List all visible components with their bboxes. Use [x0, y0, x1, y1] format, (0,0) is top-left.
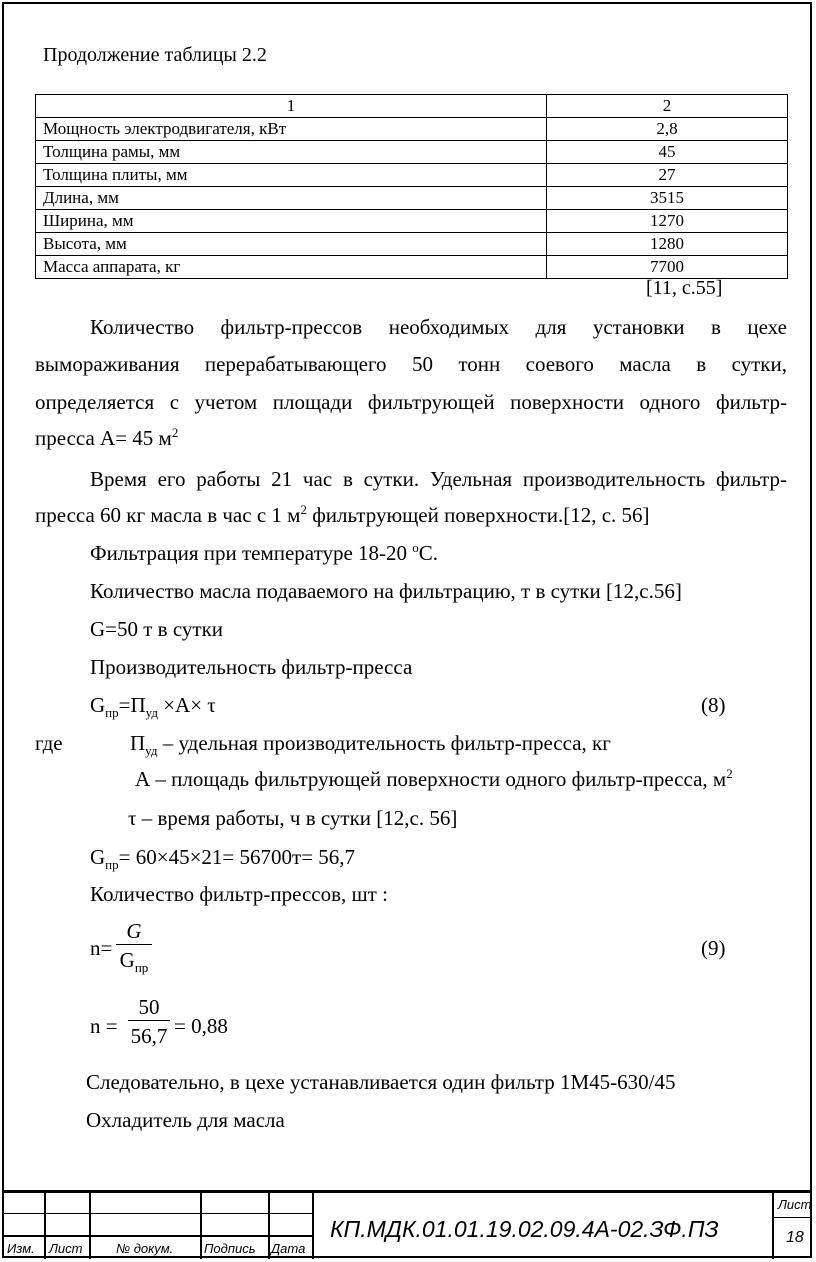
where-label: где	[35, 731, 63, 755]
document-code: КП.МДК.01.01.19.02.09.4А-02.ЗФ.ПЗ	[330, 1216, 719, 1242]
table-cell: 3515	[547, 187, 788, 210]
calc-2-fraction	[128, 994, 170, 1051]
table-header-cell: 1	[36, 95, 547, 118]
stamp-divider	[268, 1193, 270, 1259]
g-value-line: G=50 т в сутки	[90, 617, 224, 641]
where-item: $П_{уд}$ – удельная производительность фильтр-пресса, кг	[130, 731, 611, 759]
table-cell: Толщина плиты, мм	[36, 164, 547, 187]
title-block	[2, 1190, 812, 1261]
table-cell: 2,8	[547, 118, 788, 141]
table-cell: 45	[547, 141, 788, 164]
stamp-row-line	[772, 1217, 812, 1218]
stamp-row-line	[2, 1213, 312, 1214]
sheet-label: Лист	[778, 1197, 812, 1212]
oil-amount-line: Количество масла подаваемого на фильтрацию, т в сутки [12,с.56]	[90, 579, 682, 603]
table-cell: 1270	[547, 210, 788, 233]
stamp-label-change: Изм.	[7, 1241, 35, 1256]
paragraph-line: вымораживания перерабатывающего 50 тонн соевого масла в сутки,	[35, 352, 787, 376]
stamp-divider	[44, 1193, 46, 1259]
formula-9-lhs: n=	[90, 936, 113, 960]
table-cell: Высота, мм	[36, 233, 547, 256]
table-row	[36, 187, 788, 210]
paragraph-line: пресса А= 45 $м^2$	[35, 425, 179, 450]
where-item: А – площадь фильтрующей поверхности одного фильтр-пресса, $м^2$	[135, 766, 733, 791]
table-cell: Длина, мм	[36, 187, 547, 210]
sheet-number: 18	[786, 1229, 804, 1246]
stamp-label-sheet: Лист	[49, 1241, 83, 1256]
stamp-divider	[312, 1193, 314, 1259]
paragraph-line: определяется с учетом площади фильтрующей поверхности одного фильтр-	[35, 390, 787, 414]
table-cell: 27	[547, 164, 788, 187]
table-row	[36, 141, 788, 164]
table-cell: Толщина рамы, мм	[36, 141, 547, 164]
calc-1: $G_{пр}= 60\times 45\times 21= 56700т= 56,7$	[90, 845, 356, 873]
table-caption: Продолжение таблицы 2.2	[43, 44, 267, 66]
stamp-label-doc-number: № докум.	[116, 1241, 174, 1256]
productivity-label: Производительность фильтр-пресса	[90, 655, 413, 679]
calc-2-result: = 0,88	[174, 1014, 228, 1038]
paragraph-line: пресса 60 кг масла в час с 1 $м^2$ фильтрующей поверхности.[12, с. 56]	[35, 502, 650, 527]
stamp-divider	[772, 1193, 774, 1259]
fraction-numerator: G	[116, 918, 152, 945]
filtration-line: Фильтрация при температуре 18-20 $^о$С.	[90, 540, 439, 565]
stamp-row-line	[2, 1235, 312, 1237]
table-cell: Ширина, мм	[36, 210, 547, 233]
fraction-numerator: 50	[128, 994, 170, 1021]
paragraph-line: Количество фильтр-прессов необходимых для установки в цехе	[90, 315, 787, 339]
formula-9-fraction	[116, 918, 152, 975]
table-cell: 7700	[547, 256, 788, 279]
table-row	[36, 118, 788, 141]
stamp-divider	[89, 1193, 91, 1259]
cooler-heading: Охладитель для масла	[86, 1108, 285, 1132]
table-row	[36, 233, 788, 256]
where-item: τ – время работы, ч в сутки [12,с. 56]	[128, 806, 458, 830]
formula-8: $G_{пр}=П_{уд} \times А\times \tau$	[90, 693, 216, 721]
stamp-label-date: Дата	[271, 1241, 306, 1256]
table-header-cell: 2	[547, 95, 788, 118]
fraction-denominator: $G_{пр}$	[119, 948, 149, 976]
table-row	[36, 164, 788, 187]
stamp-divider	[200, 1193, 202, 1259]
table-cell: 1280	[547, 233, 788, 256]
table-header-row	[36, 95, 788, 118]
count-label: Количество фильтр-прессов, шт :	[90, 882, 388, 906]
spec-table	[35, 94, 788, 279]
stamp-label-signature: Подпись	[204, 1241, 256, 1256]
table-row	[36, 210, 788, 233]
table-row	[36, 256, 788, 279]
calc-2-lhs: n =	[90, 1014, 118, 1038]
table-cell: Масса аппарата, кг	[36, 256, 547, 279]
formula-9-number: (9)	[701, 936, 726, 960]
formula-8-number: (8)	[701, 693, 726, 717]
conclusion-line: Следовательно, в цехе устанавливается один фильтр 1М45-630/45	[86, 1070, 676, 1094]
table-cell: Мощность электродвигателя, кВт	[36, 118, 547, 141]
table-source: [11, с.55]	[646, 277, 723, 299]
fraction-denominator: 56,7	[130, 1024, 168, 1048]
paragraph-line: Время его работы 21 час в сутки. Удельная производительность фильтр-	[90, 467, 787, 491]
